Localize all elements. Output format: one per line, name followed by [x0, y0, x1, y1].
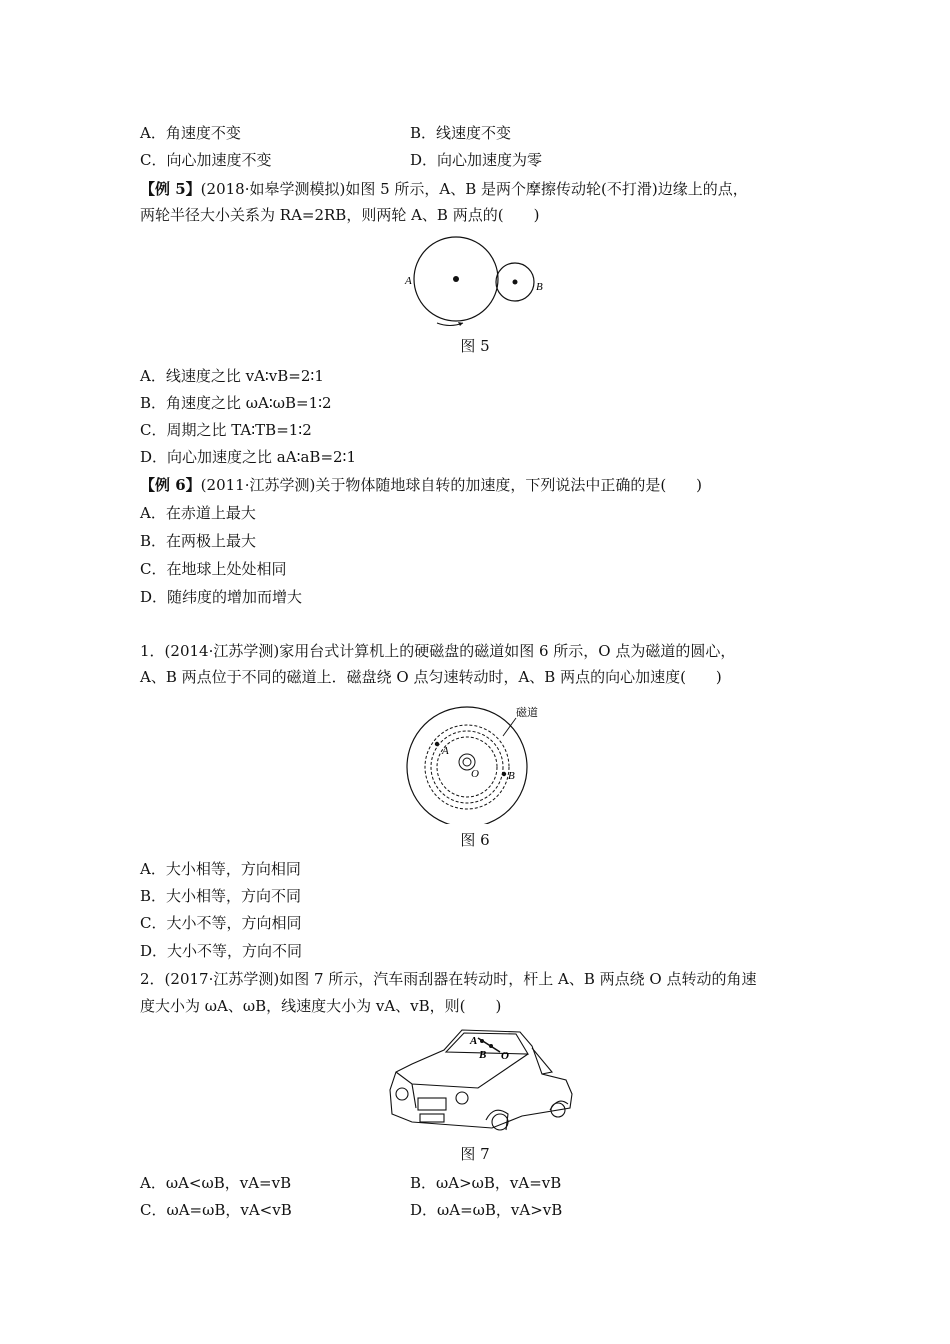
ex5-option-d: D．向心加速度之比 aA∶aB=2∶1	[140, 448, 356, 466]
p2-option-a: A．ωA<ωB，vA=vB	[140, 1174, 292, 1192]
car-body-outline	[390, 1030, 572, 1128]
p2-stem-line1: 2．(2017·江苏学测)如图 7 所示，汽车雨刮器在转动时，杆上 A、B 两点绕 O 点转动的角速	[140, 970, 757, 988]
ex5-option-b: B．角速度之比 ωA∶ωB=1∶2	[140, 394, 332, 412]
p2-option-b: B．ωA>ωB，vA=vB	[410, 1174, 562, 1192]
point-a	[435, 742, 439, 746]
ex6-text: (2011·江苏学测)关于物体随地球自转的加速度，下列说法中正确的是( )	[200, 476, 703, 494]
wiper-point-b	[489, 1044, 493, 1048]
ex6-option-d: D．随纬度的增加而增大	[140, 588, 303, 606]
fig6-track-label: 磁道	[516, 706, 538, 719]
ex5-option-c: C．周期之比 TA∶TB=1∶2	[140, 421, 312, 439]
figure-5-caption: 图 5	[460, 337, 490, 355]
p1-option-c: C．大小不等，方向相同	[140, 914, 302, 932]
track-middle	[431, 731, 503, 803]
fig5-label-b: B	[536, 281, 543, 293]
front-edge	[412, 1084, 416, 1108]
spindle-hole	[463, 758, 471, 766]
ex5-stem-line1	[140, 178, 748, 200]
ex5-stem-line2: 两轮半径大小关系为 RA=2RB，则两轮 A、B 两点的( )	[140, 206, 540, 224]
grille	[418, 1098, 446, 1110]
ex6-option-b: B．在两极上最大	[140, 532, 257, 550]
headlight-left	[396, 1088, 408, 1100]
ex6-option-a: A．在赤道上最大	[140, 504, 256, 522]
q4-option-a: A．角速度不变	[140, 124, 241, 142]
figure-7-car-wiper	[382, 1024, 578, 1134]
p1-option-b: B．大小相等，方向不同	[140, 887, 302, 905]
wiper-point-a	[480, 1039, 484, 1043]
figure-6-hard-disk	[400, 700, 540, 824]
track-outer	[425, 725, 509, 809]
q4-option-c: C．向心加速度不变	[140, 151, 272, 169]
fig7-label-o: O	[501, 1050, 509, 1062]
side-window	[532, 1048, 552, 1074]
p2-option-c: C．ωA=ωB，vA<vB	[140, 1201, 292, 1219]
fig6-label-o: O	[471, 768, 479, 780]
ex6-stem	[140, 474, 702, 496]
figure-5-friction-wheels	[395, 232, 555, 332]
p1-stem-line2: A、B 两点位于不同的磁道上．磁盘绕 O 点匀速转动时，A、B 两点的向心加速度( )	[140, 668, 722, 686]
fig6-label-b: B	[508, 770, 515, 782]
fig5-label-a: A	[405, 275, 412, 287]
fig7-label-b: B	[479, 1049, 487, 1061]
license-plate	[420, 1114, 444, 1122]
p2-stem-line2: 度大小为 ωA、ωB，线速度大小为 vA、vB，则( )	[140, 997, 502, 1015]
point-b	[502, 772, 506, 776]
wheel-a-center	[453, 276, 459, 282]
p1-option-d: D．大小不等，方向不同	[140, 942, 303, 960]
figure-7-caption: 图 7	[460, 1145, 490, 1163]
ex6-tag: 【例 6】	[140, 476, 201, 494]
ex5-option-a: A．线速度之比 vA∶vB=2∶1	[140, 367, 324, 385]
figure-6-caption: 图 6	[460, 831, 490, 849]
fig7-label-a: A	[470, 1035, 478, 1047]
ex5-text-1: (2018·如皋学测模拟)如图 5 所示，A、B 是两个摩擦传动轮(不打滑)边缘上的点，	[200, 180, 748, 198]
ex6-option-c: C．在地球上处处相同	[140, 560, 287, 578]
q4-option-b: B．线速度不变	[410, 124, 512, 142]
front-wheel	[486, 1110, 508, 1130]
p1-option-a: A．大小相等，方向相同	[140, 860, 301, 878]
q4-option-d: D．向心加速度为零	[410, 151, 543, 169]
headlight-right	[456, 1092, 468, 1104]
p2-option-d: D．ωA=ωB，vA>vB	[410, 1201, 563, 1219]
ex5-tag: 【例 5】	[140, 180, 201, 198]
wheel-b-center	[513, 280, 518, 285]
p1-stem-line1: 1．(2014·江苏学测)家用台式计算机上的硬磁盘的磁道如图 6 所示，O 点为磁道的圆心，	[140, 642, 736, 660]
fig6-label-a: A	[442, 745, 449, 757]
